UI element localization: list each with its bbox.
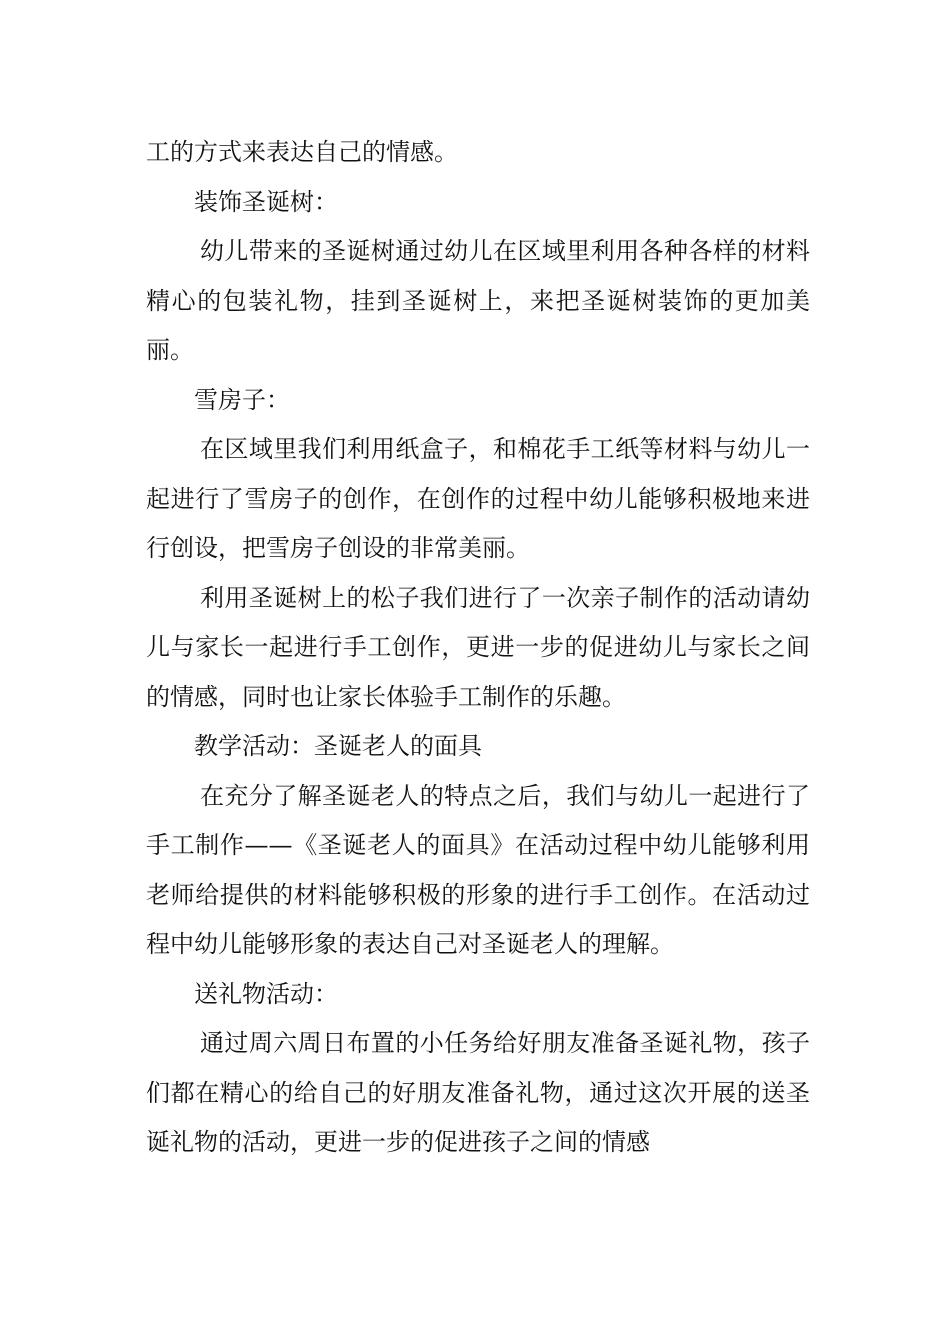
heading-gift-activity: 送礼物活动： [194, 979, 338, 1008]
paragraph-gift-activity: 通过周六周日布置的小任务给好朋友准备圣诞礼物，孩子们都在精心的给自己的好朋友准备礼物，通过这次开展的送圣诞礼物的活动，更进一步的促进孩子之间的情感 [146, 1029, 810, 1156]
paragraph-decorate-tree: 幼儿带来的圣诞树通过幼儿在区域里利用各种各样的材料精心的包装礼物，挂到圣诞树上，来把圣诞树装饰的更加美丽。 [146, 237, 810, 364]
heading-teaching-activity: 教学活动：圣诞老人的面具 [194, 732, 482, 760]
heading-snow-house: 雪房子： [194, 385, 290, 414]
paragraph-snow-house: 在区域里我们利用纸盒子，和棉花手工纸等材料与幼儿一起进行了雪房子的创作，在创作的过程中幼儿能够积极地来进行创设，把雪房子创设的非常美丽。 [146, 435, 810, 562]
paragraph-santa-mask: 在充分了解圣诞老人的特点之后，我们与幼儿一起进行了手工制作——《圣诞老人的面具》在活动过程中幼儿能够利用老师给提供的材料能够积极的形象的进行手工创作。在活动过程中幼儿能够形象的表达自己对圣诞老人的理解。 [146, 781, 810, 958]
paragraph-continuation: 工的方式来表达自己的情感。 [146, 138, 458, 166]
heading-decorate-tree: 装饰圣诞树： [194, 187, 338, 216]
document-body [146, 128, 810, 1168]
paragraph-pine-cone-activity: 利用圣诞树上的松子我们进行了一次亲子制作的活动请幼儿与家长一起进行手工创作，更进一步的促进幼儿与家长之间的情感，同时也让家长体验手工制作的乐趣。 [146, 583, 810, 711]
